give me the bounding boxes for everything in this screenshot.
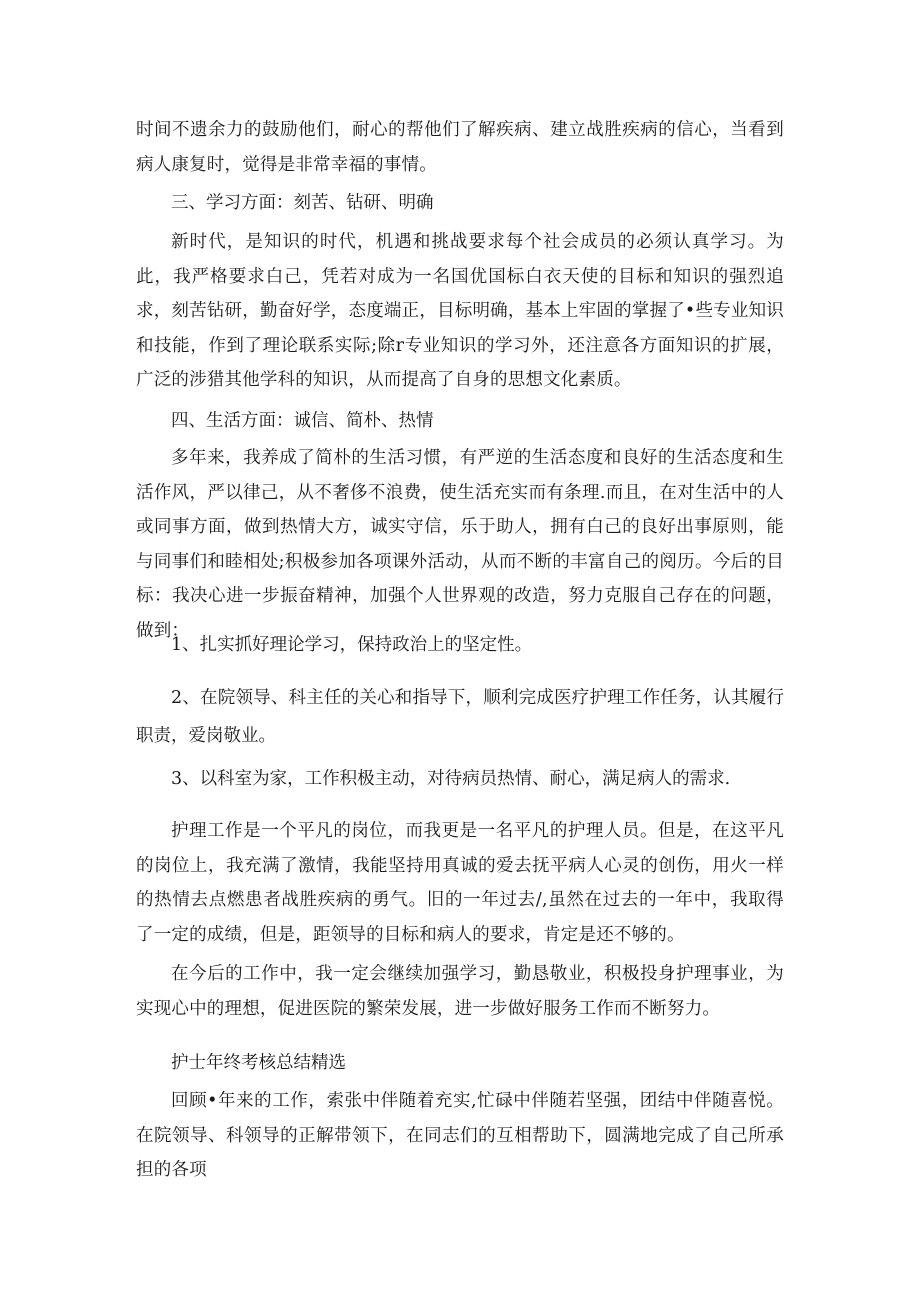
paragraph-life: 多年来，我养成了简朴的生活习惯，有严逆的生活态度和良好的生活态度和生活作风，严以律己，从不奢侈不浪费，使生活充实而有条理.而且，在对生活中的人或同事方面，做到热情大方，诚实守信，乐于助人，拥有白己的良好出事原则，能与同事们和睦相处;积极参加各项课外活动，从而不断的丰富自己的阅历。今后的目标：我决心进一步振奋精神，加强个人世界观的改造，努力克服自己存在的问题，做到： (136, 448, 784, 641)
section-heading-study: 三、学习方面：刻苦、钻研、明确 (171, 193, 434, 213)
paragraph-study: 新时代，是知识的时代，机遇和挑战要求每个社会成员的必须认真学习。为此，我严格要求白己，凭若对成为一名国优国标白衣天使的目标和知识的强烈追求，刻苦钻研，勤奋好学，态度端正，目标明确，基本上牢固的掌握了•些专业知识和技能，作到了理论联系实际;除r专业知识的学习外，还注意各方面知识的扩展，广泛的涉猎其他学科的知识，从而提高了自身的思想文化素质。 (136, 232, 784, 390)
paragraph-review: 回顾•年来的工作，索张中伴随着充实,忙碌中伴随若坚强，团结中伴随喜悦。在院领导、科领导的正解带领下，在同志们的互相帮助下，圆满地完成了自己所承担的各项 (136, 1091, 784, 1180)
paragraph-nursing-work: 护理工作是一个平凡的岗位，而我更是一名平凡的护理人员。但是，在这平凡的岗位上，我充满了激情，我能坚持用真诚的爱去抚平病人心灵的创伤，用火一样的热情去点燃患者战胜疾病的勇气。旧的一年过去/,虽然在过去的一年中，我取得了一定的成绩，但是，距领导的目标和病人的要求，肯定是还不够的。 (136, 821, 784, 945)
list-item-3: 3、以科室为家，工作积极主动，对待病员热情、耐心，满足病人的需求. (171, 769, 731, 789)
list-item-2: 2、在院领导、科主任的关心和指导下，顺利完成医疗护理工作任务，认其履行职责，爱岗敬业。 (136, 688, 784, 746)
article-title: 护士年终考核总结精选 (171, 1053, 346, 1073)
paragraph-intro-continued: 时间不遗余力的鼓励他们，耐心的帮他们了解疾病、建立战胜疾病的信心，当看到病人康复时，觉得是非常幸福的事情。 (136, 120, 784, 175)
paragraph-future-work: 在今后的工作中，我一定会继续加强学习，勤恳敬业，积极投身护理事业，为实现心中的理想，促进医院的繁荣发展，进一步做好服务工作而不断努力。 (136, 964, 784, 1019)
list-item-1: 1、扎实抓好理论学习，保持政治上的坚定性。 (171, 635, 533, 655)
section-heading-life: 四、生活方面：诚信、简朴、热情 (171, 411, 434, 431)
